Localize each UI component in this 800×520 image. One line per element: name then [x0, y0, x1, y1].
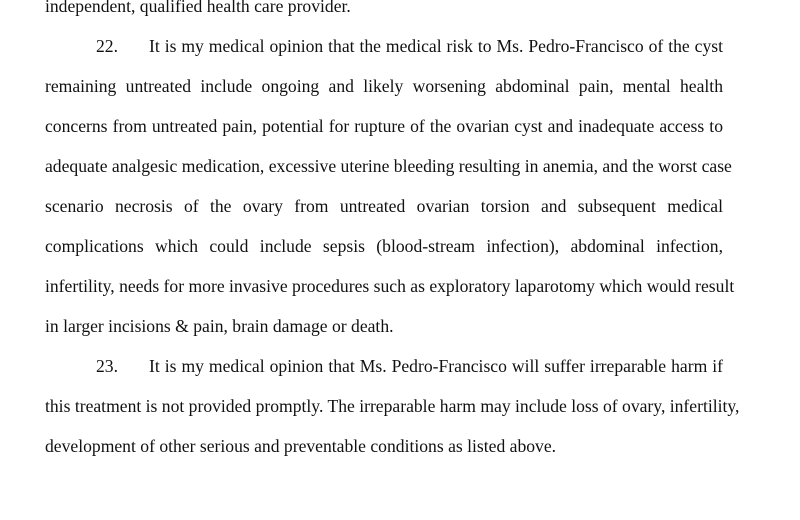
- paragraph-text: It is my medical opinion that Ms. Pedro-Francisco will suffer irreparable harm if: [149, 356, 723, 376]
- paragraph-22: [45, 26, 735, 346]
- paragraph-line: development of other serious and preventable conditions as listed above.: [45, 436, 557, 456]
- paragraph-text: It is my medical opinion that the medical risk to Ms. Pedro-Francisco of the cyst: [149, 36, 723, 56]
- fragment-line: independent, qualified health care provider.: [45, 0, 351, 16]
- paragraph-line: this treatment is not provided promptly. The irreparable harm may include loss of ovary, infertility,: [45, 396, 740, 416]
- paragraph-line: concerns from untreated pain, potential for rupture of the ovarian cyst and inadequate access to: [45, 116, 723, 136]
- paragraph-line: complications which could include sepsis (blood-stream infection), abdominal infection,: [45, 236, 723, 256]
- paragraph-line: [45, 346, 723, 386]
- paragraph-line: scenario necrosis of the ovary from untreated ovarian torsion and subsequent medical: [45, 196, 723, 216]
- paragraph-line: [45, 26, 723, 66]
- paragraph-23: [45, 346, 740, 466]
- paragraph-line: in larger incisions & pain, brain damage or death.: [45, 316, 394, 336]
- paragraph-number: 23.: [96, 356, 118, 376]
- fragment-paragraph: [45, 0, 723, 26]
- paragraph-line: adequate analgesic medication, excessive uterine bleeding resulting in anemia, and the worst case: [45, 156, 732, 176]
- paragraph-line: remaining untreated include ongoing and likely worsening abdominal pain, mental health: [45, 76, 723, 96]
- paragraph-line: infertility, needs for more invasive procedures such as exploratory laparotomy which would result: [45, 276, 735, 296]
- paragraph-number: 22.: [96, 36, 118, 56]
